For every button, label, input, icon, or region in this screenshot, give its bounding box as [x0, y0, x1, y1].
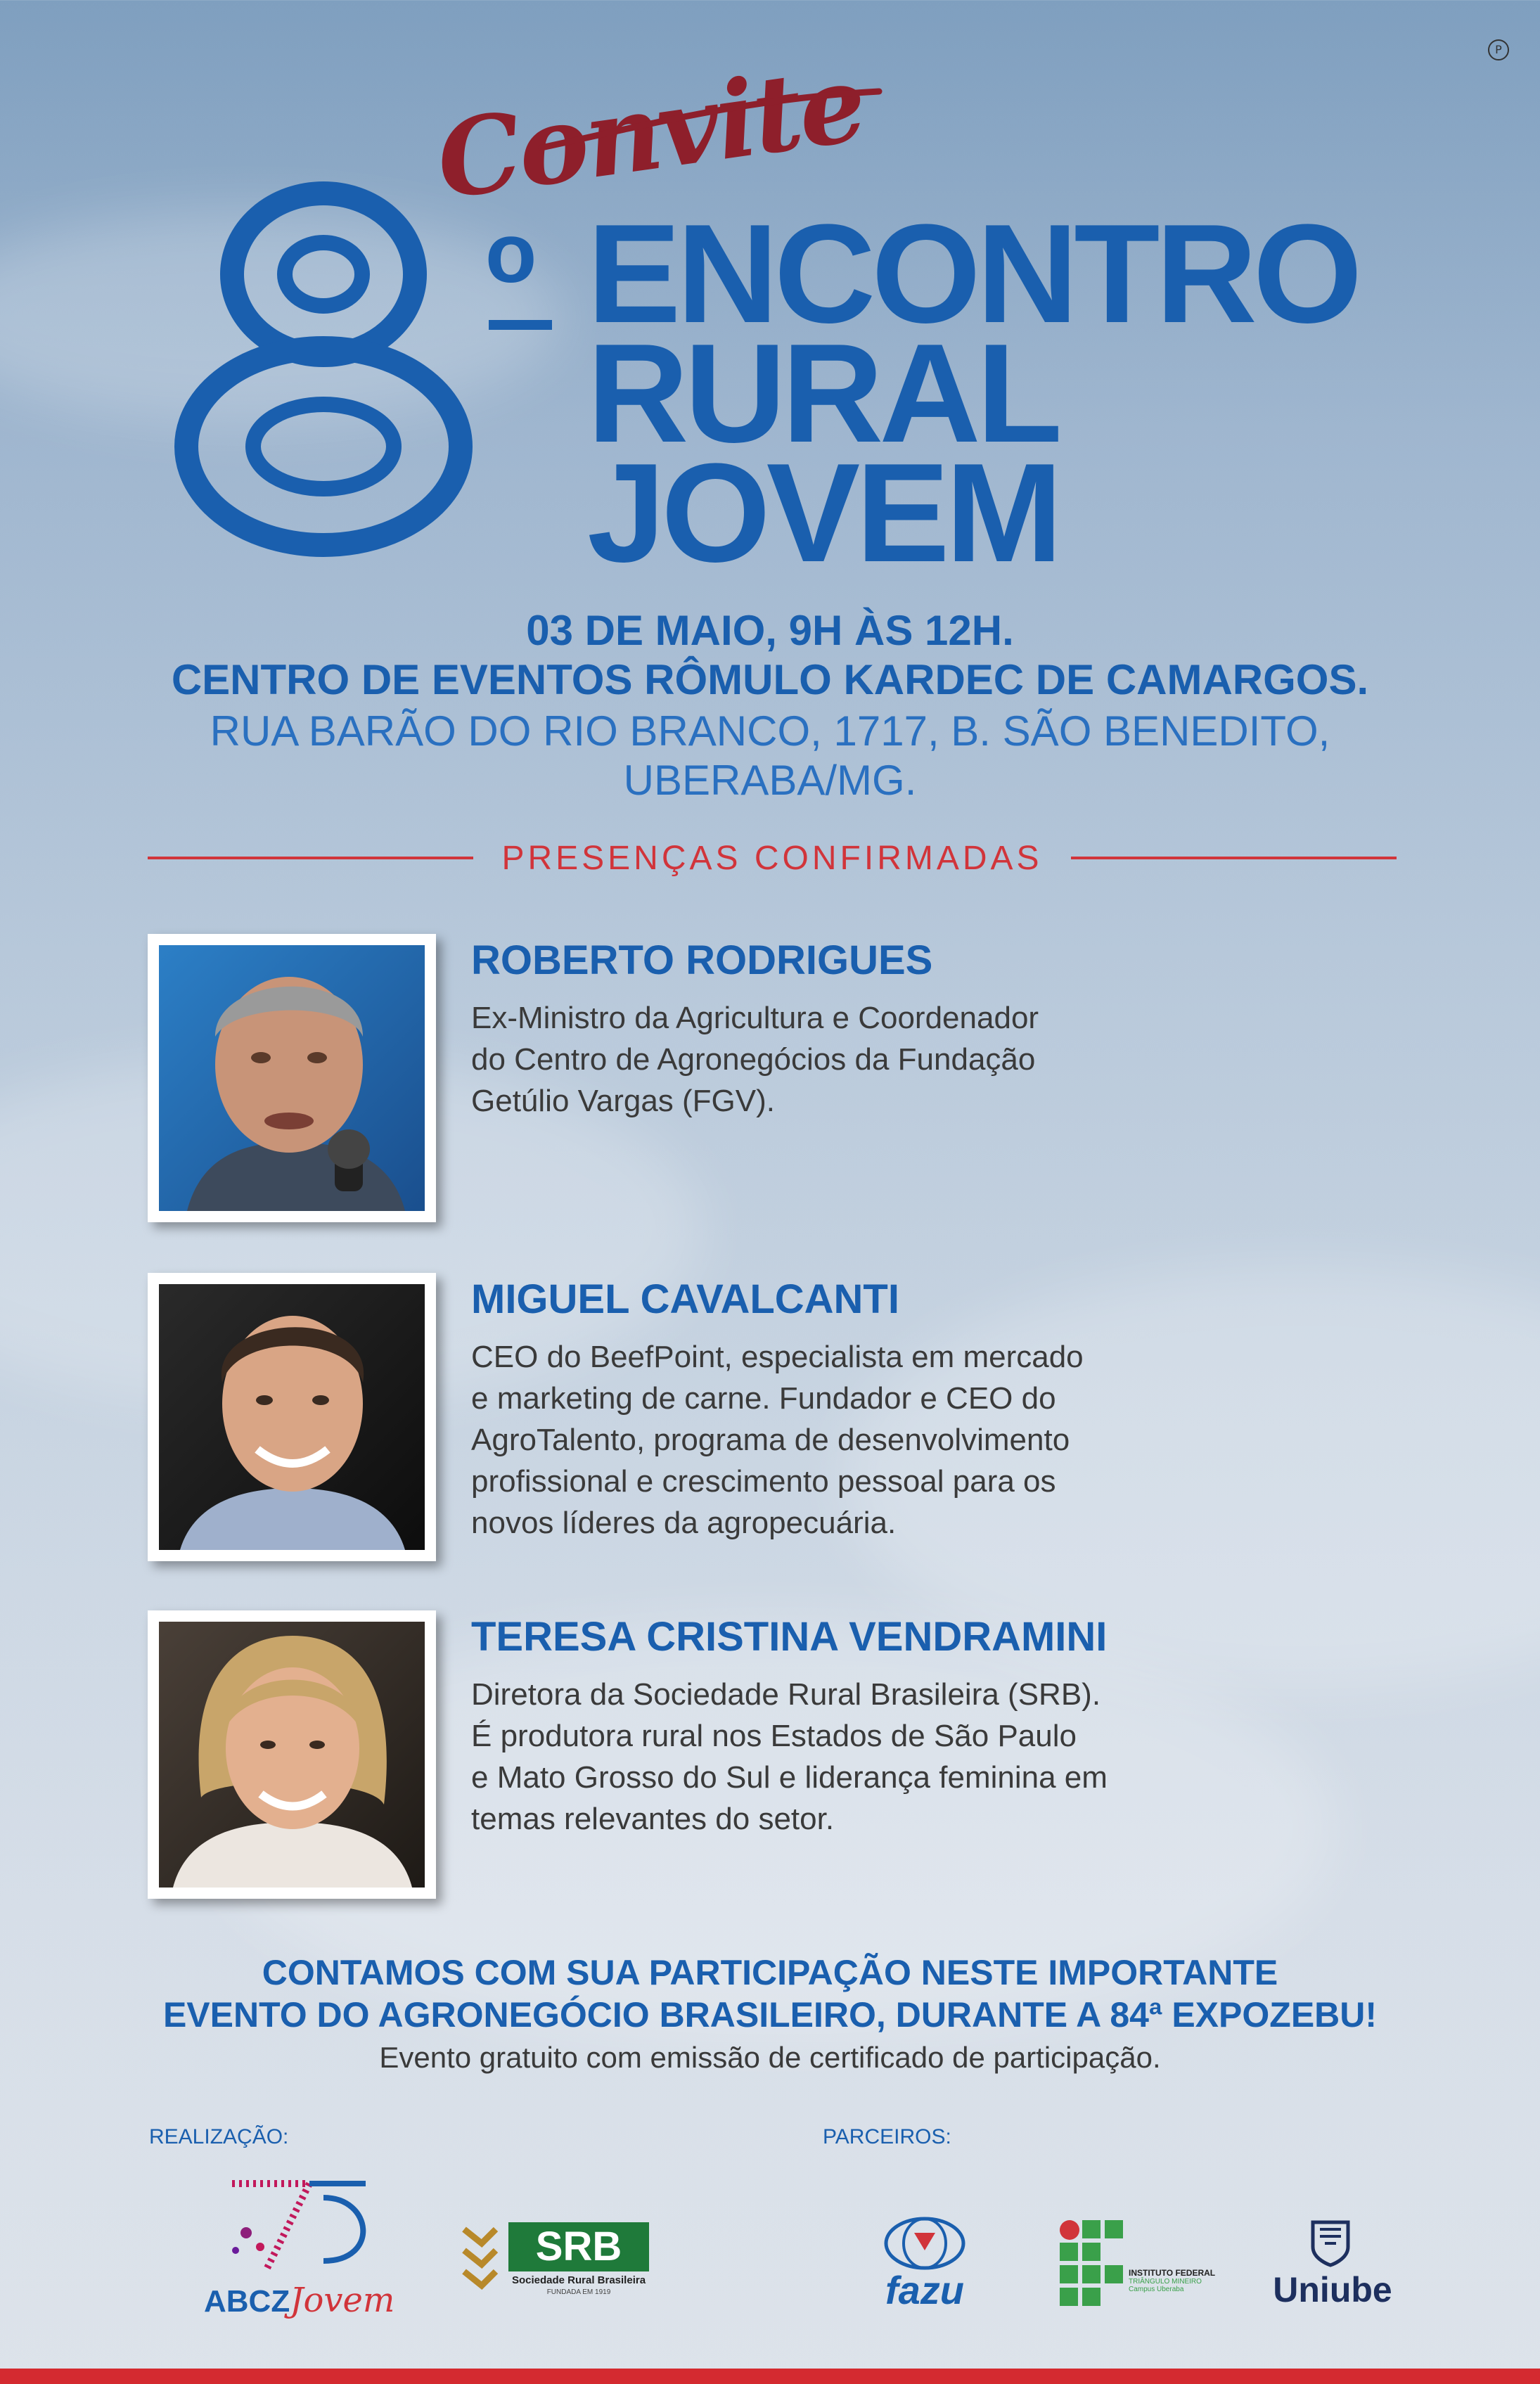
abcz-75-emblem-icon: [204, 2170, 380, 2282]
event-address-1: RUA BARÃO DO RIO BRANCO, 1717, B. SÃO BENEDITO,: [210, 707, 1330, 755]
bio-line: e marketing de carne. Fundador e CEO do: [471, 1381, 1056, 1416]
iftm-line1: INSTITUTO FEDERAL: [1129, 2268, 1216, 2278]
jovem-script: Jovem: [290, 2281, 395, 2320]
divider-left: [148, 857, 473, 859]
number-eight-outline: [158, 169, 489, 563]
divider-right: [1071, 857, 1397, 859]
event-address-2: UBERABA/MG.: [623, 757, 917, 804]
event-date-time: 03 DE MAIO, 9H ÀS 12H.: [526, 607, 1014, 654]
speaker-card: [148, 934, 1484, 1222]
speaker-card: [148, 1273, 1484, 1561]
bio-line: novos líderes da agropecuária.: [471, 1506, 897, 1540]
print-mark-icon: P: [1488, 39, 1509, 60]
swash-underline-icon: [534, 84, 886, 162]
realizacao-label: REALIZAÇÃO:: [149, 2125, 289, 2148]
speaker-photo-frame: [148, 1273, 436, 1561]
closing-line-1: CONTAMOS COM SUA PARTICIPAÇÃO NESTE IMPORTANTE: [262, 1953, 1278, 1992]
abcz-jovem-logo: [204, 2170, 395, 2331]
fazu-logo: [868, 2215, 981, 2314]
title-line-1: ENCONTRO: [587, 196, 1359, 352]
fazu-text: fazu: [885, 2268, 964, 2312]
parceiros-label: PARCEIROS:: [823, 2125, 951, 2148]
iftm-line3: Campus Uberaba: [1129, 2286, 1184, 2293]
speaker-photo: [159, 945, 425, 1211]
bio-line: Ex-Ministro da Agricultura e Coordenador: [471, 1001, 1039, 1035]
section-header: [148, 833, 1397, 883]
bio-line: Getúlio Vargas (FGV).: [471, 1084, 775, 1118]
speaker-photo: [159, 1284, 425, 1550]
uniube-logo: [1266, 2219, 1399, 2310]
bottom-red-bar: [0, 2369, 1540, 2384]
bio-line: e Mato Grosso do Sul e liderança feminina em: [471, 1760, 1108, 1795]
speaker-photo: [159, 1622, 425, 1888]
wheat-chevron-icon: [461, 2222, 499, 2300]
event-venue: CENTRO DE EVENTOS RÔMULO KARDEC DE CAMARGOS.: [171, 656, 1369, 703]
bio-line: AgroTalento, programa de desenvolvimento: [471, 1423, 1070, 1457]
shield-crest-icon: [1309, 2219, 1352, 2268]
person-portrait-icon: [159, 1622, 425, 1888]
speaker-photo-frame: [148, 1610, 436, 1899]
ordinal-underline: [489, 320, 552, 330]
closing-line-3: Evento gratuito com emissão de certificado de participação.: [379, 2041, 1161, 2074]
person-portrait-icon: [159, 945, 425, 1211]
title-line-2: RURAL: [587, 315, 1058, 472]
iftm-logo: [1058, 2219, 1227, 2310]
speaker-name: TERESA CRISTINA VENDRAMINI: [471, 1614, 1108, 1660]
iftm-line2: TRIÂNGULO MINEIRO: [1129, 2278, 1202, 2286]
bio-line: Diretora da Sociedade Rural Brasileira (SRB).: [471, 1677, 1101, 1712]
speaker-bio: [471, 1674, 1245, 1840]
bio-line: temas relevantes do setor.: [471, 1802, 835, 1836]
person-portrait-icon: [159, 1284, 425, 1550]
closing-line-2: EVENTO DO AGRONEGÓCIO BRASILEIRO, DURANTE A 84ª EXPOZEBU!: [162, 1995, 1378, 2034]
section-title: PRESENÇAS CONFIRMADAS: [501, 839, 1043, 877]
speaker-card: [148, 1610, 1484, 1899]
speaker-name: MIGUEL CAVALCANTI: [471, 1276, 899, 1322]
abcz-text: ABCZ: [204, 2284, 290, 2319]
srb-acronym: SRB: [508, 2222, 649, 2271]
instituto-federal-grid-icon: [1058, 2219, 1125, 2307]
bio-line: profissional e crescimento pessoal para os: [471, 1464, 1056, 1499]
ordinal-indicator: o: [485, 206, 537, 300]
srb-name: Sociedade Rural Brasileira: [511, 2274, 646, 2286]
speaker-name: ROBERTO RODRIGUES: [471, 937, 933, 983]
bio-line: É produtora rural nos Estados de São Paulo: [471, 1719, 1077, 1753]
bio-line: do Centro de Agronegócios da Fundação: [471, 1042, 1036, 1077]
globe-emblem-icon: [883, 2215, 967, 2271]
speaker-photo-frame: [148, 934, 436, 1222]
speaker-bio: [471, 1336, 1245, 1544]
bio-line: CEO do BeefPoint, especialista em mercado: [471, 1340, 1084, 1374]
srb-founded: FUNDADA EM 1919: [546, 2288, 611, 2296]
uniube-text: Uniube: [1273, 2270, 1392, 2309]
srb-logo: [461, 2222, 650, 2300]
speaker-bio: [471, 997, 1245, 1122]
convite-script-title: Convite: [429, 41, 871, 224]
title-line-3: JOVEM: [587, 435, 1059, 591]
